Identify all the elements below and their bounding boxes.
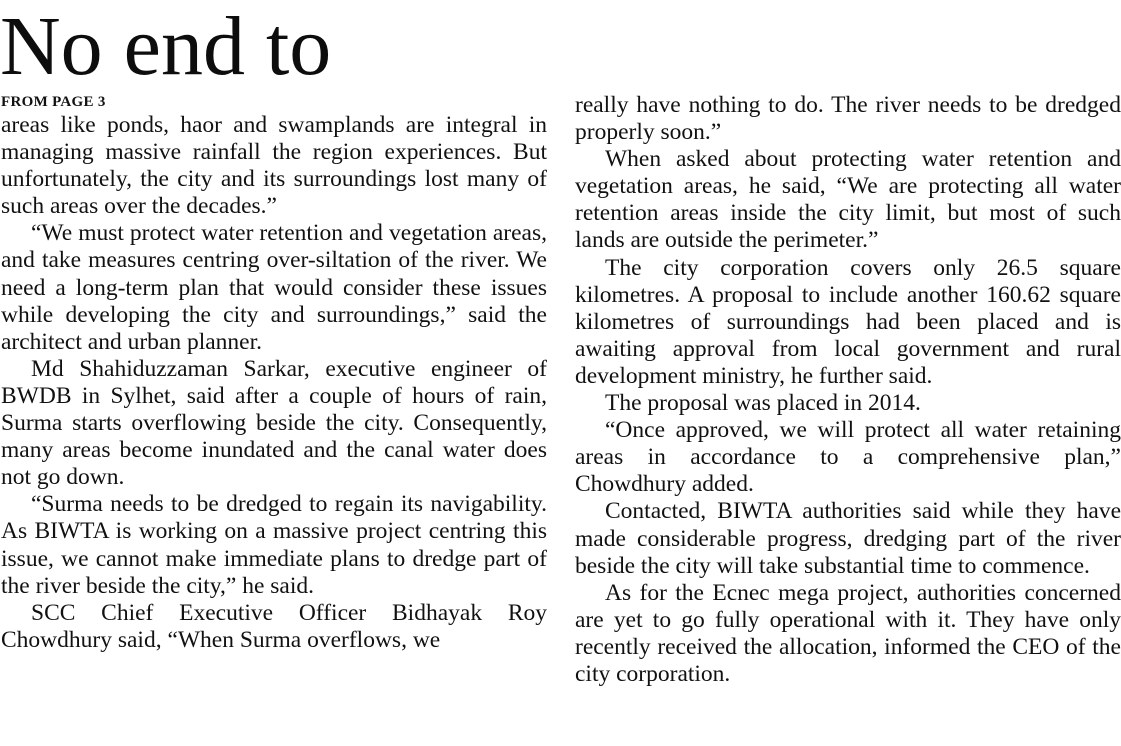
paragraph: Contacted, BIWTA authorities said while they have made considerable progress, dredging part of the river beside the city will take substantial time to commence. bbox=[575, 498, 1121, 579]
article-column-left bbox=[1, 92, 547, 654]
paragraph: areas like ponds, haor and swamplands are integral in managing massive rainfall the region experiences. But unfortunately, the city and its surroundings lost many of such areas over the decades.” bbox=[1, 112, 547, 220]
jump-label: FROM PAGE 3 bbox=[1, 94, 106, 110]
article-column-right bbox=[575, 92, 1121, 688]
paragraph: SCC Chief Executive Officer Bidhayak Roy Chowdhury said, “When Surma overflows, we bbox=[1, 599, 547, 653]
paragraph: “Once approved, we will protect all water retaining areas in accordance to a comprehensive plan,” Chowdhury added. bbox=[575, 417, 1121, 498]
paragraph: As for the Ecnec mega project, authorities concerned are yet to go fully operational with it. They have only recently received the allocation, informed the CEO of the city corporation. bbox=[575, 579, 1121, 687]
paragraph: really have nothing to do. The river needs to be dredged properly soon.” bbox=[575, 92, 1121, 146]
paragraph: “We must protect water retention and vegetation areas, and take measures centring over-siltation of the river. We need a long-term plan that would consider these issues while developing the city and surroundings,” said the architect and urban planner. bbox=[1, 220, 547, 355]
paragraph: The city corporation covers only 26.5 square kilometres. A proposal to include another 160.62 square kilometres of surroundings had been placed and is awaiting approval from local government and rural development ministry, he further said. bbox=[575, 254, 1121, 389]
paragraph: When asked about protecting water retention and vegetation areas, he said, “We are protecting all water retention areas inside the city limit, but most of such lands are outside the perimeter.” bbox=[575, 146, 1121, 254]
paragraph: “Surma needs to be dredged to regain its navigability. As BIWTA is working on a massive project centring this issue, we cannot make immediate plans to dredge part of the river beside the city,” he said. bbox=[1, 491, 547, 599]
paragraph: The proposal was placed in 2014. bbox=[605, 390, 921, 417]
headline: No end to bbox=[0, 0, 332, 93]
paragraph: Md Shahiduzzaman Sarkar, executive engineer of BWDB in Sylhet, said after a couple of hours of rain, Surma starts overflowing beside the city. Consequently, many areas become inundated and the canal water does not go down. bbox=[1, 355, 547, 491]
